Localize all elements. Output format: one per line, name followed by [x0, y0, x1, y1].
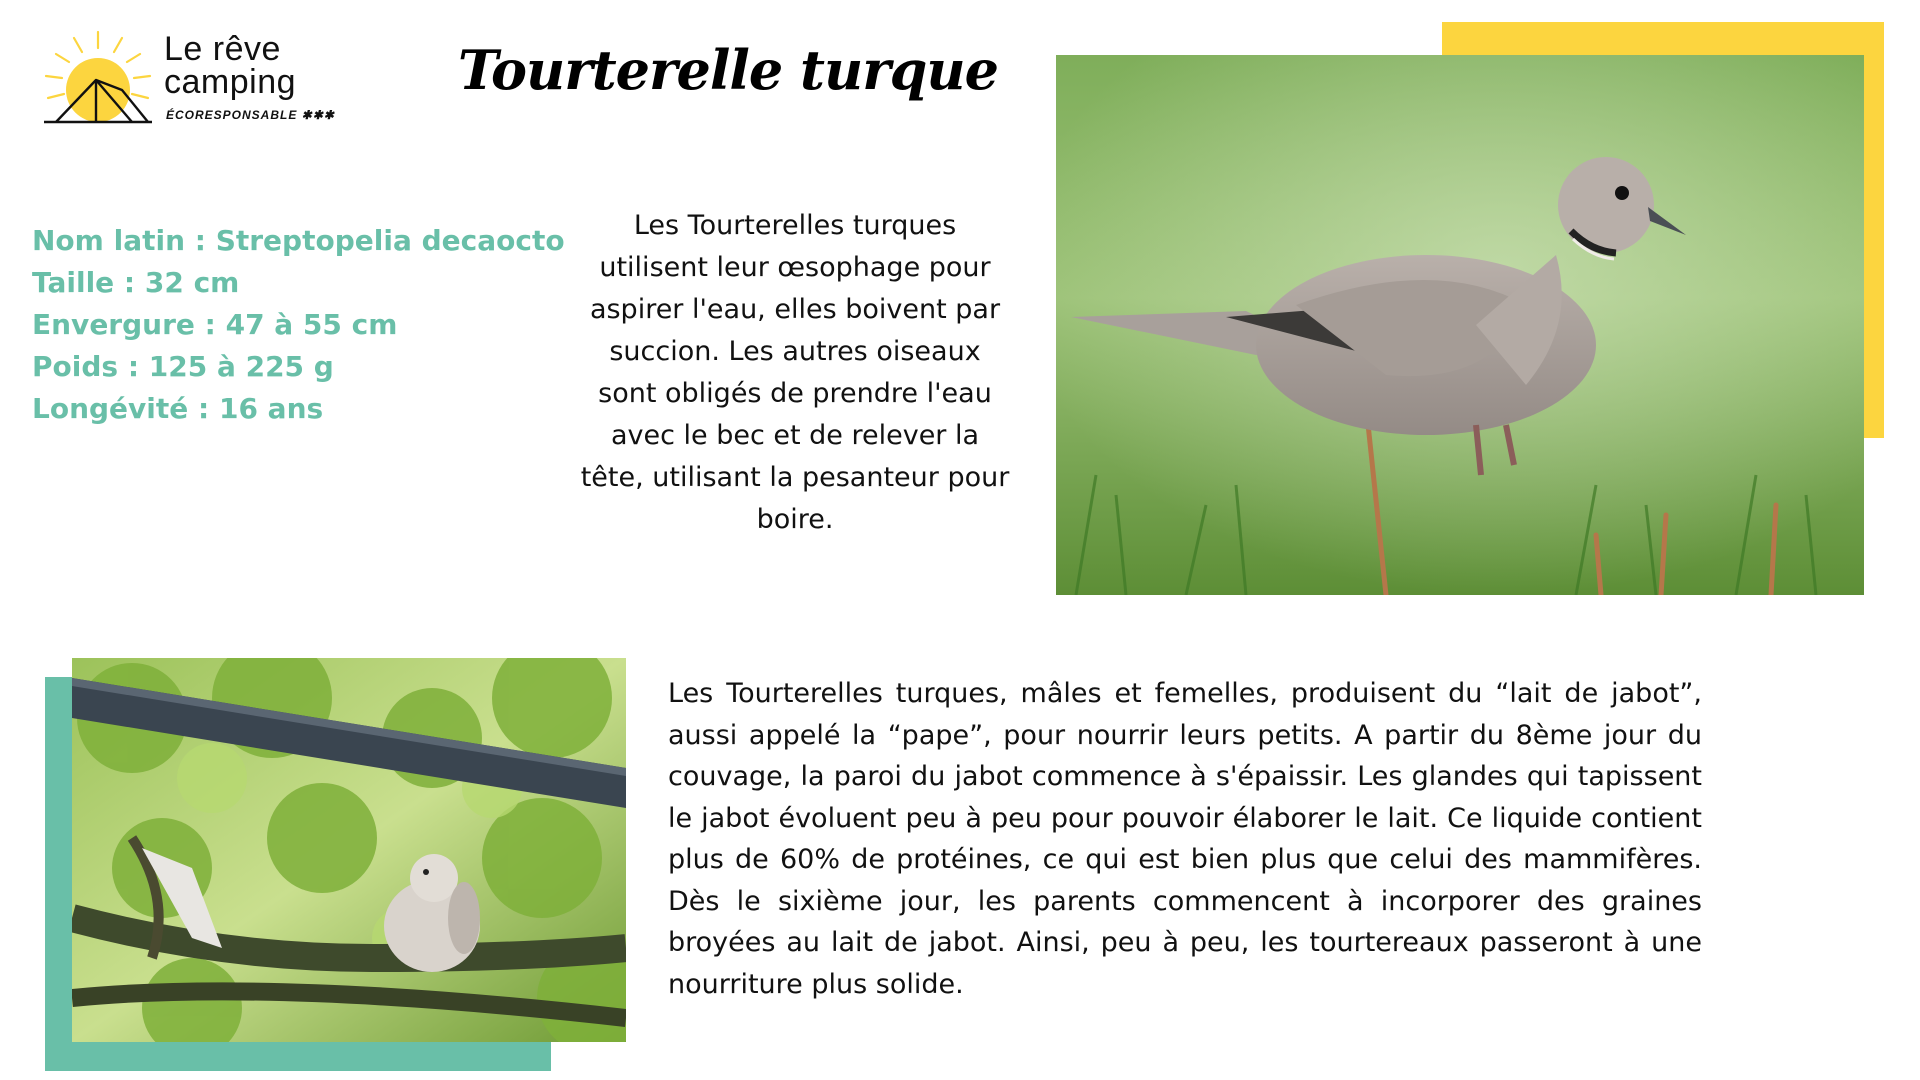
- fact-wingspan: Envergure : 47 à 55 cm: [32, 308, 398, 341]
- fact-longevity: Longévité : 16 ans: [32, 392, 324, 425]
- brand-name-line2: camping: [164, 63, 297, 101]
- fact-latin-name: Nom latin : Streptopelia decaocto: [32, 224, 565, 257]
- dove-on-grass-photo: [1056, 55, 1864, 595]
- crop-milk-paragraph: Les Tourterelles turques, mâles et femelles, produisent du “lait de jabot”, aussi appelé la “pape”, pour nourrir leurs petits. A partir du 8ème jour du couvage, la paroi du jabot commence à s'épaissir. Les glandes qui tapissent le jabot évoluent peu à peu pour pouvoir élaborer le lait. Ce liquide contient plus de 60% de protéines, ce qui est bien plus que celui des mammifères. Dès le sixième jour, les parents commencent à incorporer des graines broyées au lait de jabot. Ainsi, peu à peu, les tourtereaux passeront à une nourriture plus solide.: [668, 678, 1702, 1000]
- dove-on-vine-branch-photo: [72, 658, 626, 1042]
- brand-logo: [40, 28, 360, 128]
- sun-tent-icon: [40, 28, 160, 128]
- drinking-paragraph: Les Tourterelles turques utilisent leur œsophage pour aspirer l'eau, elles boivent par succion. Les autres oiseaux sont obligés de prendre l'eau avec le bec et de relever la tête, utilisant la pesanteur pour boire.: [580, 210, 1010, 535]
- fact-size: Taille : 32 cm: [32, 266, 240, 299]
- brand-tagline: ÉCORESPONSABLE ✱✱✱: [166, 108, 335, 122]
- page-title: Tourterelle turque: [458, 38, 999, 102]
- species-facts: [32, 220, 565, 430]
- brand-name-line1: Le rêve: [164, 30, 281, 68]
- fact-weight: Poids : 125 à 225 g: [32, 350, 334, 383]
